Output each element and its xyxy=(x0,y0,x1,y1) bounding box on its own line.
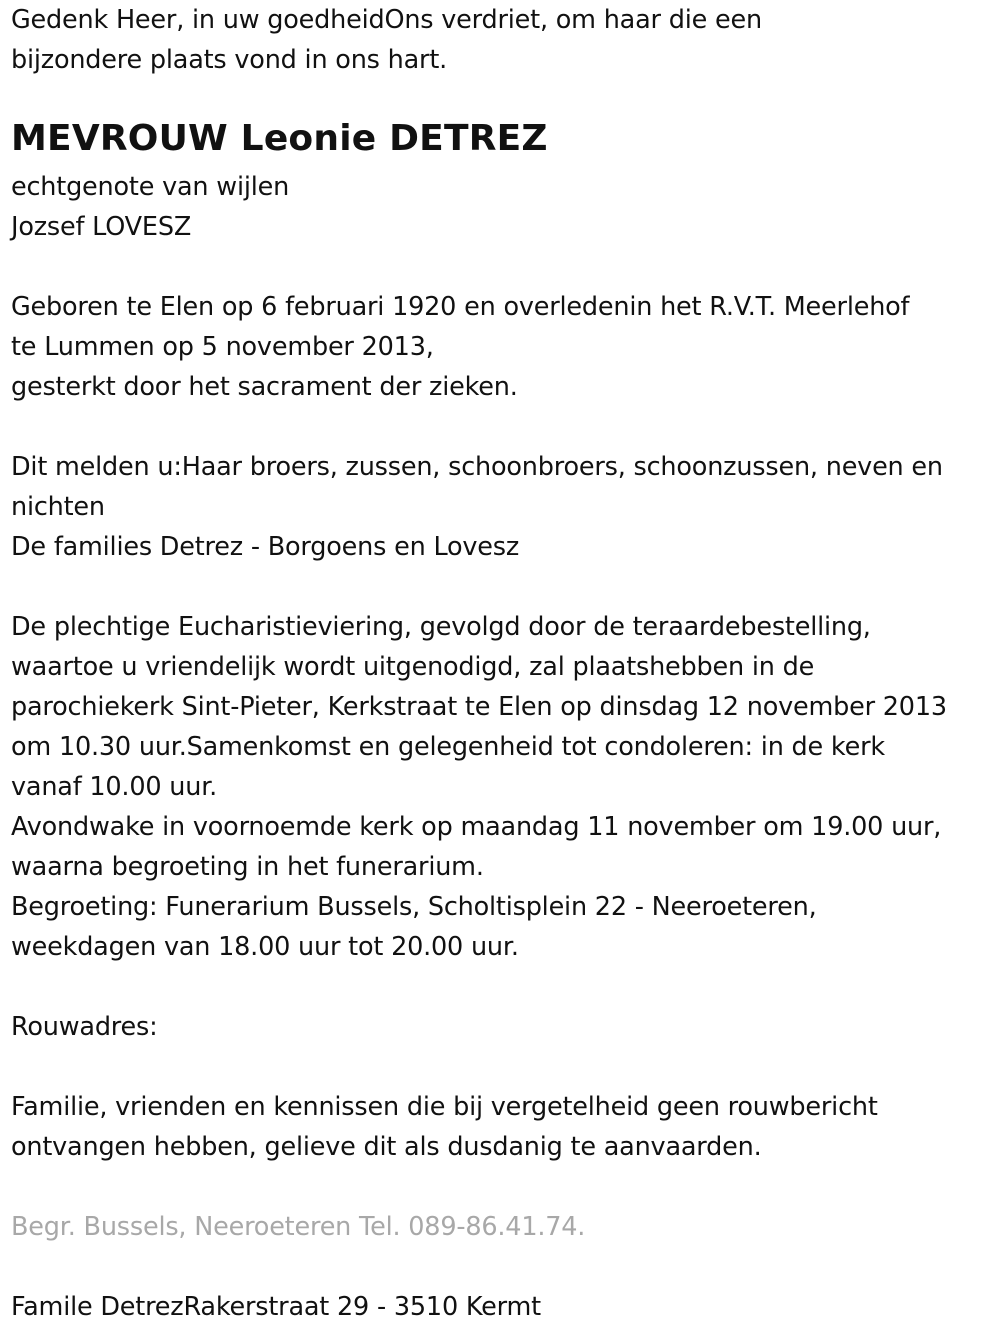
verse-line: bijzondere plaats vond in ons hart. xyxy=(11,45,448,75)
spacer xyxy=(11,567,991,607)
family-address: Famile DetrezRakerstraat 29 - 3510 Kermt xyxy=(11,1292,541,1322)
spacer xyxy=(11,967,991,1007)
birth-death-line: gesterkt door het sacrament der zieken. xyxy=(11,372,518,402)
visitation-line: weekdagen van 18.00 uur tot 20.00 uur. xyxy=(11,932,519,962)
ceremony-line: om 10.30 uur.Samenkomst en gelegenheid tot condoleren: in de kerk xyxy=(11,732,885,762)
spouse-name: Jozsef LOVESZ xyxy=(11,212,192,242)
undertaker-info: Begr. Bussels, Neeroeteren Tel. 089-86.41.74. xyxy=(11,1212,586,1242)
address-label: Rouwadres: xyxy=(11,1012,158,1042)
ceremony-line: vanaf 10.00 uur. xyxy=(11,772,218,802)
relation-line: echtgenote van wijlen xyxy=(11,172,290,202)
birth-death-line: te Lummen op 5 november 2013, xyxy=(11,332,434,362)
birth-death-line: Geboren te Elen op 6 februari 1920 en overledenin het R.V.T. Meerlehof xyxy=(11,292,910,322)
notice-line: Familie, vrienden en kennissen die bij vergetelheid geen rouwbericht xyxy=(11,1092,878,1122)
death-notice xyxy=(11,0,991,1327)
ceremony-line: waartoe u vriendelijk wordt uitgenodigd, zal plaatshebben in de xyxy=(11,652,815,682)
announcers-line: nichten xyxy=(11,492,105,522)
ceremony-line: parochiekerk Sint-Pieter, Kerkstraat te Elen op dinsdag 12 november 2013 xyxy=(11,692,947,722)
ceremony-line: De plechtige Eucharistieviering, gevolgd door de teraardebestelling, xyxy=(11,612,871,642)
spacer xyxy=(11,1247,991,1287)
announcers-line: De families Detrez - Borgoens en Lovesz xyxy=(11,532,520,562)
verse-line: Gedenk Heer, in uw goedheidOns verdriet, om haar die een xyxy=(11,5,762,35)
spacer xyxy=(11,1167,991,1207)
spacer xyxy=(11,1047,991,1087)
spacer xyxy=(11,247,991,287)
notice-line: ontvangen hebben, gelieve dit als dusdanig te aanvaarden. xyxy=(11,1132,762,1162)
announcers-line: Dit melden u:Haar broers, zussen, schoonbroers, schoonzussen, neven en xyxy=(11,452,943,482)
wake-line: waarna begroeting in het funerarium. xyxy=(11,852,484,882)
wake-line: Avondwake in voornoemde kerk op maandag 11 november om 19.00 uur, xyxy=(11,812,942,842)
visitation-line: Begroeting: Funerarium Bussels, Scholtisplein 22 - Neeroeteren, xyxy=(11,892,817,922)
spacer xyxy=(11,407,991,447)
deceased-name: MEVROUW Leonie DETREZ xyxy=(11,118,548,159)
